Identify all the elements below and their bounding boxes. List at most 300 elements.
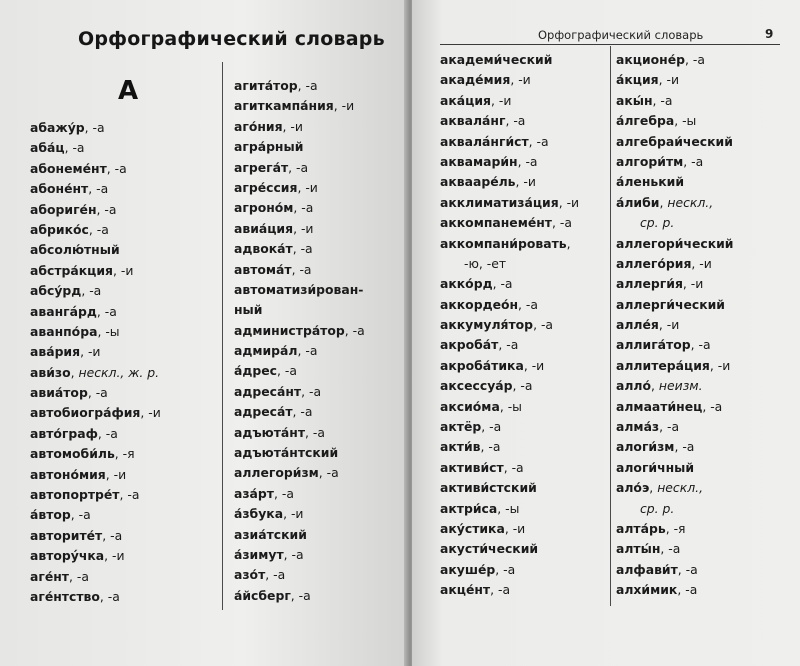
entry-word: аллегори́зм xyxy=(234,465,319,481)
entry-word: агита́тор xyxy=(234,78,298,93)
entry-word: алмаати́нец xyxy=(616,398,703,414)
entry-word: ака́ция xyxy=(440,92,491,108)
entry-word: аку́стика xyxy=(440,520,505,536)
dictionary-entry xyxy=(30,567,161,587)
entry-suffix: , -а xyxy=(652,92,673,108)
entry-word: алоги́зм xyxy=(616,439,675,455)
dictionary-entry xyxy=(440,152,579,172)
entry-word: аквамари́н xyxy=(440,153,518,169)
dictionary-entry xyxy=(440,315,579,335)
dictionary-entry xyxy=(616,193,733,213)
dictionary-entry xyxy=(234,321,365,341)
dictionary-entry xyxy=(616,274,733,294)
dictionary-entry xyxy=(440,478,579,498)
entry-column-3 xyxy=(440,50,579,601)
entry-suffix: , -а xyxy=(297,78,318,93)
entry-suffix: , -а xyxy=(273,485,294,501)
entry-suffix: , -а xyxy=(292,404,313,420)
dictionary-entry xyxy=(30,444,161,464)
entry-suffix: , -и xyxy=(515,174,536,190)
header-rule xyxy=(440,44,780,45)
entry-word: аба́ц xyxy=(30,140,65,156)
entry-word: абонеме́нт xyxy=(30,160,107,176)
dictionary-entry xyxy=(30,118,161,138)
dictionary-entry xyxy=(234,137,365,157)
dictionary-entry xyxy=(30,526,161,546)
dictionary-entry xyxy=(234,96,365,116)
entry-word: а́кция xyxy=(616,72,659,88)
entry-word: а́ленький xyxy=(616,174,685,190)
dictionary-entry xyxy=(616,234,733,254)
dictionary-entry xyxy=(440,335,579,355)
entry-suffix: , -а xyxy=(344,322,365,338)
entry-suffix: , -и xyxy=(523,357,545,373)
entry-suffix: , -а xyxy=(551,215,572,231)
entry-word: активи́ст xyxy=(440,459,504,475)
dictionary-entry xyxy=(234,341,365,361)
entry-suffix: , -а xyxy=(297,343,318,359)
dictionary-entry xyxy=(440,560,579,580)
dictionary-entry xyxy=(30,383,161,403)
entry-suffix: , -а xyxy=(290,587,311,603)
entry-word: актёр xyxy=(440,419,482,435)
dictionary-entry xyxy=(616,315,733,335)
dictionary-title: Орфографический словарь xyxy=(78,28,385,50)
dictionary-entry xyxy=(234,382,365,402)
entry-suffix: , -и xyxy=(333,98,355,114)
entry-suffix: , -а xyxy=(660,541,681,557)
entry-word: аллего́рия xyxy=(616,255,692,271)
entry-word: автоно́мия xyxy=(30,466,106,482)
dictionary-entry xyxy=(30,261,161,281)
entry-suffix: , -а xyxy=(64,140,85,156)
entry-suffix: , -а xyxy=(97,425,118,441)
entry-word: а́дрес xyxy=(234,363,277,379)
entry-word: автобиогра́фия xyxy=(30,405,141,421)
entry-word: аллегори́ческий xyxy=(616,235,734,251)
entry-word: аккумуля́тор xyxy=(440,317,534,333)
entry-suffix: , xyxy=(659,194,668,210)
dictionary-entry xyxy=(234,300,365,320)
dictionary-entry xyxy=(616,519,733,539)
dictionary-entry xyxy=(440,274,579,294)
column-divider xyxy=(222,62,223,610)
entry-word: абажу́р xyxy=(30,120,85,135)
entry-suffix: , -и xyxy=(658,72,679,88)
entry-word: авторите́т xyxy=(30,527,103,543)
entry-suffix: , -ы xyxy=(499,398,522,414)
entry-word: аккомпанеме́нт xyxy=(440,215,552,231)
entry-suffix: , -а xyxy=(533,317,554,333)
entry-suffix: , -а xyxy=(683,153,704,169)
dictionary-entry xyxy=(440,519,579,539)
entry-suffix: , -а xyxy=(87,385,108,401)
entry-column-1 xyxy=(30,118,161,607)
dictionary-entry xyxy=(30,159,161,179)
entry-suffix: , -а xyxy=(277,363,297,379)
dictionary-entry xyxy=(616,539,733,559)
entry-note: нескл., xyxy=(657,480,704,496)
dictionary-entry xyxy=(440,254,579,274)
dictionary-entry xyxy=(30,342,161,362)
entry-suffix: , -а xyxy=(88,221,109,237)
entry-suffix: , -и xyxy=(691,255,712,271)
entry-suffix: , -а xyxy=(99,588,120,604)
entry-word: акы́н xyxy=(616,92,653,108)
dictionary-entry xyxy=(30,505,161,525)
dictionary-entry xyxy=(440,397,579,417)
entry-suffix: , xyxy=(566,235,571,251)
entry-word: адвока́т xyxy=(234,241,293,257)
dictionary-entry xyxy=(30,179,161,199)
page-number: 9 xyxy=(765,27,774,41)
entry-word: адъюта́нтский xyxy=(234,445,339,461)
entry-suffix: , -и xyxy=(297,179,318,195)
dictionary-entry xyxy=(30,546,161,566)
entry-word: акроба́т xyxy=(440,337,499,353)
dictionary-entry xyxy=(616,560,733,580)
column-divider xyxy=(610,46,611,606)
entry-suffix: , -а xyxy=(512,378,533,394)
entry-word: аксио́ма xyxy=(440,398,500,414)
entry-word: авиа́ция xyxy=(234,220,294,236)
dictionary-entry xyxy=(440,417,579,437)
entry-suffix: , -а xyxy=(503,459,524,475)
dictionary-entry xyxy=(616,417,733,437)
entry-word: аквааре́ль xyxy=(440,174,516,190)
dictionary-entry xyxy=(440,376,579,396)
entry-word: агиткампа́ния xyxy=(234,98,334,114)
dictionary-entry xyxy=(616,295,733,315)
dictionary-entry xyxy=(616,376,733,396)
dictionary-entry xyxy=(440,539,579,559)
entry-suffix: , -а xyxy=(505,113,526,129)
entry-suffix: , -и xyxy=(510,72,531,88)
dictionary-entry xyxy=(234,280,365,300)
dictionary-entry xyxy=(234,443,365,463)
dictionary-entry xyxy=(440,295,579,315)
dictionary-entry xyxy=(616,458,733,478)
entry-suffix: , -а xyxy=(292,241,313,257)
entry-suffix: , -и xyxy=(105,466,127,482)
entry-suffix: , xyxy=(70,364,79,380)
entry-word: а́лгебра xyxy=(616,113,675,129)
entry-suffix: , -а xyxy=(293,200,314,216)
dictionary-entry xyxy=(616,356,733,376)
entry-suffix: , -а xyxy=(283,546,304,562)
entry-word: адреса́нт xyxy=(234,383,302,399)
dictionary-entry xyxy=(616,50,733,70)
dictionary-entry xyxy=(234,525,365,545)
entry-suffix: , -а xyxy=(518,296,538,312)
entry-note: нескл., xyxy=(667,194,714,210)
entry-word: автомоби́ль xyxy=(30,446,115,462)
entry-note: ср. р. xyxy=(640,500,675,516)
entry-suffix: , -а xyxy=(265,567,286,583)
entry-word: акко́рд xyxy=(440,276,493,292)
entry-suffix: , -а xyxy=(81,283,102,299)
dictionary-entry xyxy=(234,117,365,137)
entry-suffix: , -а xyxy=(481,419,502,435)
entry-suffix: , -а xyxy=(495,561,516,577)
entry-suffix: , -а xyxy=(291,261,312,277)
entry-word: а́йсберг xyxy=(234,587,291,603)
entry-suffix: , -а xyxy=(702,398,723,414)
entry-suffix: , -а xyxy=(677,561,698,577)
dictionary-entry xyxy=(234,463,365,483)
dictionary-entry xyxy=(440,132,579,152)
entry-word: авангáрд xyxy=(30,303,97,319)
dictionary-entry xyxy=(616,478,733,498)
dictionary-entry xyxy=(616,91,733,111)
entry-word: агра́рный xyxy=(234,139,304,155)
entry-word: автоматизи́рован- xyxy=(234,281,364,297)
entry-word: акклиматиза́ция xyxy=(440,194,559,210)
dictionary-entry xyxy=(30,240,161,260)
entry-word: агроно́м xyxy=(234,200,294,216)
dictionary-entry xyxy=(440,499,579,519)
entry-suffix: , -и xyxy=(80,344,101,360)
dictionary-entry xyxy=(234,76,365,96)
dictionary-entry xyxy=(234,545,365,565)
entry-word: академи́ческий xyxy=(440,52,553,67)
dictionary-entry xyxy=(616,397,733,417)
entry-suffix: , -а xyxy=(106,160,127,176)
entry-suffix: , -а xyxy=(68,568,89,584)
section-letter: А xyxy=(118,76,139,106)
entry-word: акусти́ческий xyxy=(440,541,539,557)
entry-suffix: , -и xyxy=(283,506,304,522)
entry-word: акаде́мия xyxy=(440,72,511,88)
dictionary-entry xyxy=(440,437,579,457)
dictionary-entry xyxy=(234,361,365,381)
dictionary-entry xyxy=(30,587,161,607)
entry-word: аллерги́ческий xyxy=(616,296,725,312)
entry-word: аге́нтство xyxy=(30,588,100,604)
entry-word: а́втор xyxy=(30,507,71,523)
entry-suffix: , -а xyxy=(490,582,511,598)
dictionary-entry xyxy=(30,302,161,322)
dictionary-entry xyxy=(30,138,161,158)
entry-word: акционе́р xyxy=(616,52,685,67)
entry-word: азо́т xyxy=(234,567,266,583)
entry-note: нескл., ж. р. xyxy=(78,364,160,380)
entry-suffix: , -а xyxy=(690,337,711,353)
entry-word: абстра́кция xyxy=(30,262,114,278)
entry-suffix: , -и xyxy=(658,317,680,333)
entry-word: абсолю́тный xyxy=(30,242,120,258)
entry-word: акроба́тика xyxy=(440,357,524,373)
running-head: Орфографический словарь xyxy=(538,28,704,42)
dictionary-entry xyxy=(30,424,161,444)
dictionary-entry xyxy=(234,504,365,524)
entry-suffix: , -а xyxy=(659,419,680,435)
entry-suffix: , -а xyxy=(318,465,339,481)
dictionary-entry xyxy=(616,580,733,600)
entry-word: адреса́т xyxy=(234,404,293,420)
entry-word: аллитера́ция xyxy=(616,357,710,373)
entry-word: абрико́с xyxy=(30,221,89,237)
entry-word: аллерги́я xyxy=(616,276,683,292)
entry-suffix: -ю, -ет xyxy=(464,255,507,271)
entry-suffix: , -и xyxy=(140,405,161,421)
entry-suffix: , -а xyxy=(492,276,513,292)
dictionary-entry xyxy=(440,193,579,213)
dictionary-entry xyxy=(30,465,161,485)
entry-word: администра́тор xyxy=(234,322,345,338)
entry-word: алма́з xyxy=(616,419,660,435)
entry-suffix: , -ы xyxy=(97,323,120,339)
entry-word: ало́э xyxy=(616,480,650,496)
entry-suffix: , -а xyxy=(88,181,109,197)
entry-suffix: , -и xyxy=(709,357,731,373)
dictionary-entry xyxy=(234,158,365,178)
dictionary-entry xyxy=(616,499,733,519)
dictionary-entry xyxy=(234,260,365,280)
entry-suffix: , -а xyxy=(70,507,91,523)
entry-word: активи́стский xyxy=(440,480,537,496)
dictionary-entry xyxy=(616,335,733,355)
entry-word: алта́рь xyxy=(616,520,666,536)
dictionary-entry xyxy=(616,70,733,90)
entry-word: а́либи xyxy=(616,194,660,210)
dictionary-entry xyxy=(234,402,365,422)
dictionary-entry xyxy=(30,281,161,301)
dictionary-entry xyxy=(440,234,579,254)
entry-word: адъюта́нт xyxy=(234,424,306,440)
dictionary-entry xyxy=(616,213,733,233)
entry-word: аккомпани́ровать xyxy=(440,235,567,251)
entry-word: авторýчка xyxy=(30,548,105,564)
entry-suffix: , -а xyxy=(301,383,322,399)
entry-word: агре́ссия xyxy=(234,179,298,195)
entry-word: абоне́нт xyxy=(30,181,89,197)
entry-suffix: , -а xyxy=(96,201,117,217)
entry-suffix: , xyxy=(651,378,659,394)
entry-word: актри́са xyxy=(440,500,498,516)
dictionary-entry xyxy=(234,219,365,239)
entry-word: автома́т xyxy=(234,261,292,277)
entry-word: ави́зо xyxy=(30,364,71,380)
entry-suffix: , -и xyxy=(282,118,303,134)
entry-word: агрега́т xyxy=(234,159,289,175)
dictionary-entry xyxy=(616,152,733,172)
entry-word: авто́граф xyxy=(30,425,98,441)
entry-suffix: , -и xyxy=(558,194,580,210)
dictionary-entry xyxy=(440,580,579,600)
dictionary-entry xyxy=(616,437,733,457)
entry-note: неизм. xyxy=(658,378,703,394)
entry-suffix: , -и xyxy=(104,548,125,564)
entry-suffix: , -и xyxy=(682,276,704,292)
entry-suffix: , -и xyxy=(293,220,314,236)
dictionary-entry xyxy=(440,70,579,90)
entry-word: аквала́нг xyxy=(440,113,506,129)
dictionary-entry xyxy=(30,363,161,383)
entry-word: авиа́тор xyxy=(30,385,88,401)
dictionary-entry xyxy=(30,403,161,423)
entry-word: аге́нт xyxy=(30,568,69,584)
dictionary-entry xyxy=(30,200,161,220)
entry-word: азиа́тский xyxy=(234,526,307,542)
entry-suffix: , xyxy=(649,480,658,496)
entry-suffix: , -а xyxy=(684,52,705,67)
entry-word: аккордео́н xyxy=(440,296,519,312)
entry-word: аксессуа́р xyxy=(440,378,513,394)
entry-word: алты́н xyxy=(616,541,661,557)
entry-word: акуше́р xyxy=(440,561,496,577)
entry-word: алле́я xyxy=(616,317,659,333)
entry-suffix: , -я xyxy=(665,520,686,536)
entry-suffix: , -а xyxy=(119,487,140,503)
entry-word: ава́рия xyxy=(30,344,81,360)
entry-word: алфави́т xyxy=(616,561,678,577)
dictionary-entry xyxy=(440,356,579,376)
entry-word: алоги́чный xyxy=(616,459,695,475)
entry-word: автопортре́т xyxy=(30,487,120,503)
entry-word: а́зимут xyxy=(234,546,284,562)
entry-suffix: , -а xyxy=(677,582,698,598)
entry-word: акти́в xyxy=(440,439,481,455)
entry-word: адмира́л xyxy=(234,343,298,359)
entry-column-4 xyxy=(616,50,733,601)
entry-note: ср. р. xyxy=(640,215,675,231)
dictionary-entry xyxy=(440,50,579,70)
entry-suffix: , -а xyxy=(96,303,117,319)
entry-suffix: , -а xyxy=(102,527,123,543)
entry-suffix: , -а xyxy=(288,159,309,175)
entry-suffix: , -и xyxy=(113,262,134,278)
entry-suffix: , -и xyxy=(504,520,526,536)
entry-suffix: , -ы xyxy=(674,113,697,129)
dictionary-entry xyxy=(234,178,365,198)
entry-word: алгебраи́ческий xyxy=(616,133,733,149)
dictionary-entry xyxy=(616,172,733,192)
dictionary-entry xyxy=(30,485,161,505)
entry-suffix: , -и xyxy=(490,92,512,108)
dictionary-entry xyxy=(234,565,365,585)
entry-suffix: , -а xyxy=(480,439,501,455)
entry-suffix: , -а xyxy=(528,133,549,149)
entry-word: акце́нт xyxy=(440,582,491,598)
dictionary-entry xyxy=(440,111,579,131)
dictionary-entry xyxy=(234,239,365,259)
entry-word: алло́ xyxy=(616,378,652,394)
entry-word: абориге́н xyxy=(30,201,97,217)
entry-word: аго́ния xyxy=(234,118,283,134)
entry-suffix: , -а xyxy=(84,120,105,135)
entry-suffix: , -а xyxy=(517,153,538,169)
right-page xyxy=(412,0,800,666)
entry-word: аванпо́ра xyxy=(30,323,98,339)
dictionary-entry xyxy=(234,423,365,443)
entry-word: аквалáнги́ст xyxy=(440,133,529,149)
dictionary-entry xyxy=(234,484,365,504)
dictionary-entry xyxy=(234,586,365,606)
entry-suffix: , -а xyxy=(498,337,519,353)
entry-suffix: , -а xyxy=(674,439,695,455)
entry-suffix: , -а xyxy=(305,424,325,440)
dictionary-entry xyxy=(30,220,161,240)
entry-word: ный xyxy=(234,302,263,318)
dictionary-entry xyxy=(440,172,579,192)
dictionary-entry xyxy=(234,198,365,218)
entry-suffix: , -ы xyxy=(497,500,520,516)
entry-word: алхи́мик xyxy=(616,582,678,598)
dictionary-entry xyxy=(616,132,733,152)
entry-suffix: , -я xyxy=(114,446,135,462)
dictionary-entry xyxy=(440,458,579,478)
